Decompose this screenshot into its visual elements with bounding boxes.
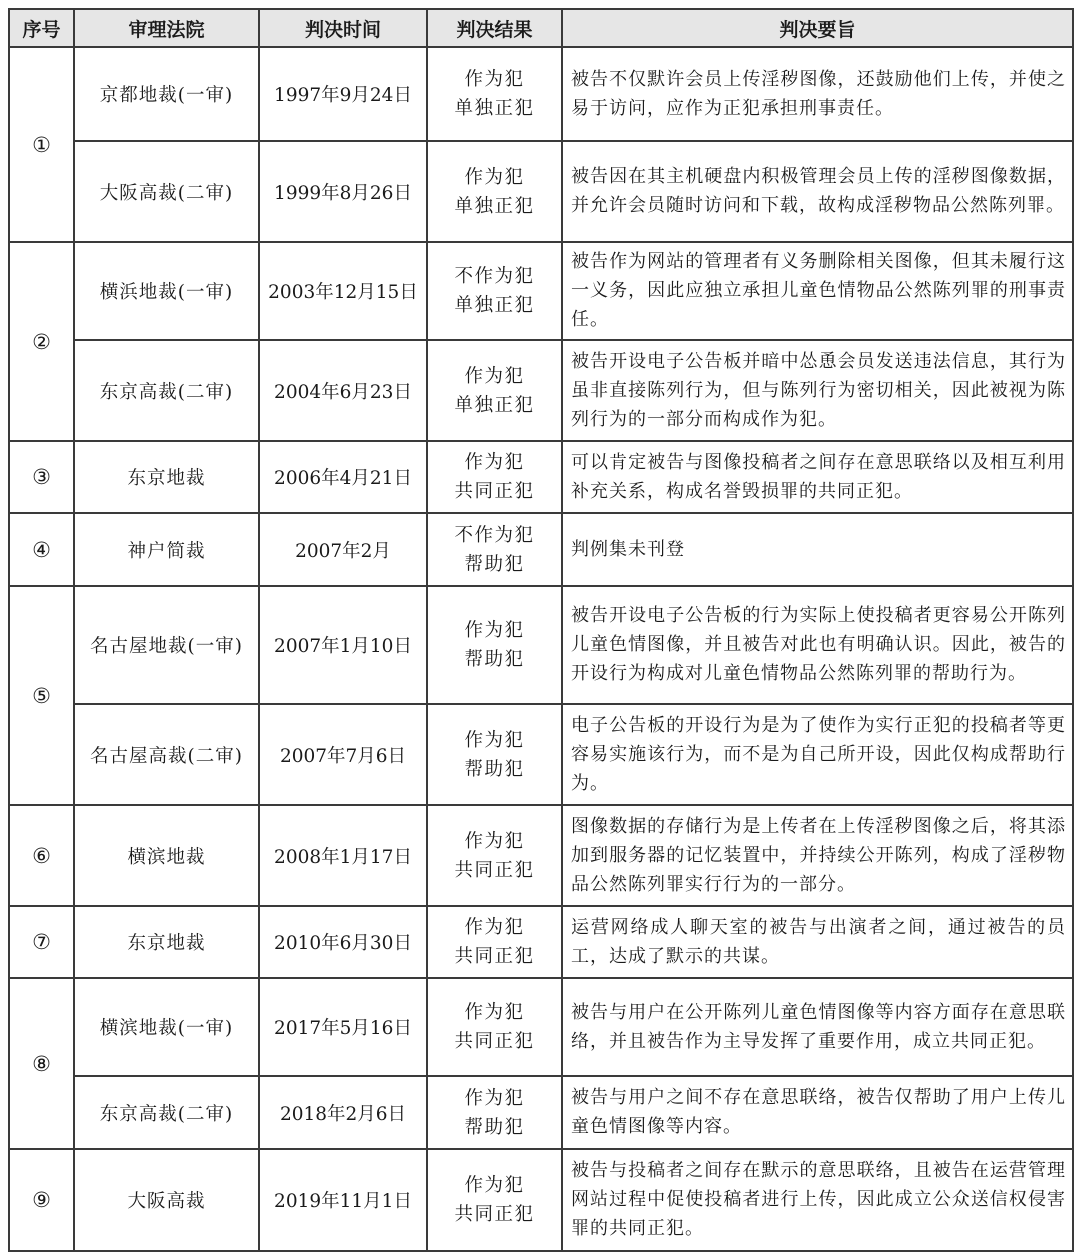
table-row <box>9 513 1073 586</box>
date-cell: 1999年8月26日 <box>259 141 427 242</box>
court-cell: 东京地裁 <box>74 441 259 513</box>
court-cell: 大阪高裁 <box>74 1149 259 1251</box>
header-no: 序号 <box>9 9 74 47</box>
header-court: 审理法院 <box>74 9 259 47</box>
result-cell <box>427 441 562 513</box>
case-number: ⑥ <box>9 805 74 906</box>
result-line: 不作为犯 <box>454 266 535 287</box>
table-row <box>9 242 1073 340</box>
result-line: 作为犯 <box>464 365 525 387</box>
court-cell: 京都地裁(一审) <box>74 47 259 141</box>
result-line: 作为犯 <box>464 917 525 938</box>
gist-cell: 被告作为网站的管理者有义务删除相关图像，但其未履行这一义务，因此应独立承担儿童色情物品公然陈列罪的刑事责任。 <box>562 242 1073 340</box>
result-line: 作为犯 <box>464 452 525 473</box>
result-line: 帮助犯 <box>464 1116 525 1138</box>
result-cell <box>427 340 562 441</box>
date-cell: 2007年1月10日 <box>259 586 427 704</box>
date-cell: 2006年4月21日 <box>259 441 427 513</box>
result-cell <box>427 805 562 906</box>
result-line: 共同正犯 <box>454 946 535 967</box>
date-cell: 2007年7月6日 <box>259 704 427 805</box>
result-line: 作为犯 <box>464 1175 525 1196</box>
table-row <box>9 47 1073 141</box>
table-row <box>9 141 1073 242</box>
result-line: 作为犯 <box>464 729 525 751</box>
court-cell: 横滨地裁 <box>74 805 259 906</box>
date-cell: 1997年9月24日 <box>259 47 427 141</box>
case-number: ⑨ <box>9 1149 74 1251</box>
gist-cell: 被告与用户在公开陈列儿童色情图像等内容方面存在意思联络，并且被告作为主导发挥了重要作用，成立共同正犯。 <box>562 978 1073 1076</box>
result-line: 共同正犯 <box>454 1031 535 1052</box>
header-result: 判决结果 <box>427 9 562 47</box>
result-line: 作为犯 <box>464 830 525 852</box>
gist-cell: 电子公告板的开设行为是为了使作为实行正犯的投稿者等更容易实施该行为，而不是为自己所开设，因此仅构成帮助行为。 <box>562 704 1073 805</box>
result-cell <box>427 141 562 242</box>
result-line: 作为犯 <box>464 620 525 641</box>
case-number: ⑧ <box>9 978 74 1149</box>
header-gist: 判决要旨 <box>562 9 1073 47</box>
case-number: ② <box>9 242 74 441</box>
result-line: 帮助犯 <box>464 758 525 780</box>
result-line: 共同正犯 <box>454 1204 535 1225</box>
result-cell <box>427 513 562 586</box>
result-line: 共同正犯 <box>454 859 535 881</box>
date-cell: 2003年12月15日 <box>259 242 427 340</box>
court-cell: 东京高裁(二审) <box>74 340 259 441</box>
result-cell <box>427 704 562 805</box>
gist-cell: 图像数据的存储行为是上传者在上传淫秽图像之后，将其添加到服务器的记忆装置中，并持续公开陈列，构成了淫秽物品公然陈列罪实行行为的一部分。 <box>562 805 1073 906</box>
gist-cell: 被告不仅默许会员上传淫秽图像，还鼓励他们上传，并使之易于访问，应作为正犯承担刑事责任。 <box>562 47 1073 141</box>
gist-cell: 判例集未刊登 <box>562 513 1073 586</box>
date-cell: 2010年6月30日 <box>259 906 427 978</box>
header-date: 判决时间 <box>259 9 427 47</box>
result-line: 单独正犯 <box>454 295 535 316</box>
date-cell: 2018年2月6日 <box>259 1076 427 1149</box>
result-line: 帮助犯 <box>464 649 525 670</box>
result-line: 帮助犯 <box>464 553 525 575</box>
result-cell <box>427 242 562 340</box>
table-row <box>9 340 1073 441</box>
gist-cell: 被告开设电子公告板并暗中怂恿会员发送违法信息，其行为虽非直接陈列行为，但与陈列行为密切相关，因此被视为陈列行为的一部分而构成作为犯。 <box>562 340 1073 441</box>
table-row <box>9 906 1073 978</box>
court-cell: 横滨地裁(一审) <box>74 978 259 1076</box>
result-line: 作为犯 <box>464 69 525 90</box>
result-cell <box>427 1149 562 1251</box>
result-cell <box>427 47 562 141</box>
gist-cell: 运营网络成人聊天室的被告与出演者之间，通过被告的员工，达成了默示的共谋。 <box>562 906 1073 978</box>
court-cell: 名古屋地裁(一审) <box>74 586 259 704</box>
result-line: 单独正犯 <box>454 394 535 416</box>
header-row <box>9 9 1073 47</box>
court-cell: 神户简裁 <box>74 513 259 586</box>
result-cell <box>427 906 562 978</box>
gist-cell: 被告与用户之间不存在意思联络，被告仅帮助了用户上传儿童色情图像等内容。 <box>562 1076 1073 1149</box>
case-number: ③ <box>9 441 74 513</box>
court-cell: 名古屋高裁(二审) <box>74 704 259 805</box>
table-row <box>9 704 1073 805</box>
gist-cell: 被告与投稿者之间存在默示的意思联络，且被告在运营管理网站过程中促使投稿者进行上传，因此成立公众送信权侵害罪的共同正犯。 <box>562 1149 1073 1251</box>
court-cell: 大阪高裁(二审) <box>74 141 259 242</box>
case-number: ⑤ <box>9 586 74 805</box>
table-row <box>9 1076 1073 1149</box>
result-cell <box>427 586 562 704</box>
gist-cell: 被告因在其主机硬盘内积极管理会员上传的淫秽图像数据，并允许会员随时访问和下载，故构成淫秽物品公然陈列罪。 <box>562 141 1073 242</box>
date-cell: 2004年6月23日 <box>259 340 427 441</box>
result-line: 作为犯 <box>464 1087 525 1109</box>
court-cell: 横浜地裁(一审) <box>74 242 259 340</box>
date-cell: 2008年1月17日 <box>259 805 427 906</box>
case-number: ④ <box>9 513 74 586</box>
gist-cell: 可以肯定被告与图像投稿者之间存在意思联络以及相互利用补充关系，构成名誉毁损罪的共同正犯。 <box>562 441 1073 513</box>
judgment-table <box>8 8 1074 1252</box>
result-line: 单独正犯 <box>454 98 535 119</box>
result-line: 作为犯 <box>464 1002 525 1023</box>
result-line: 共同正犯 <box>454 481 535 502</box>
result-cell <box>427 1076 562 1149</box>
date-cell: 2007年2月 <box>259 513 427 586</box>
court-cell: 东京地裁 <box>74 906 259 978</box>
date-cell: 2017年5月16日 <box>259 978 427 1076</box>
table-row <box>9 586 1073 704</box>
gist-cell: 被告开设电子公告板的行为实际上使投稿者更容易公开陈列儿童色情图像，并且被告对此也有明确认识。因此，被告的开设行为构成对儿童色情物品公然陈列罪的帮助行为。 <box>562 586 1073 704</box>
table-row <box>9 978 1073 1076</box>
table-row <box>9 441 1073 513</box>
result-line: 单独正犯 <box>454 195 535 217</box>
table-row <box>9 1149 1073 1251</box>
result-line: 作为犯 <box>464 166 525 188</box>
case-number: ⑦ <box>9 906 74 978</box>
court-cell: 东京高裁(二审) <box>74 1076 259 1149</box>
result-cell <box>427 978 562 1076</box>
case-number: ① <box>9 47 74 242</box>
result-line: 不作为犯 <box>454 524 535 546</box>
date-cell: 2019年11月1日 <box>259 1149 427 1251</box>
table-row <box>9 805 1073 906</box>
